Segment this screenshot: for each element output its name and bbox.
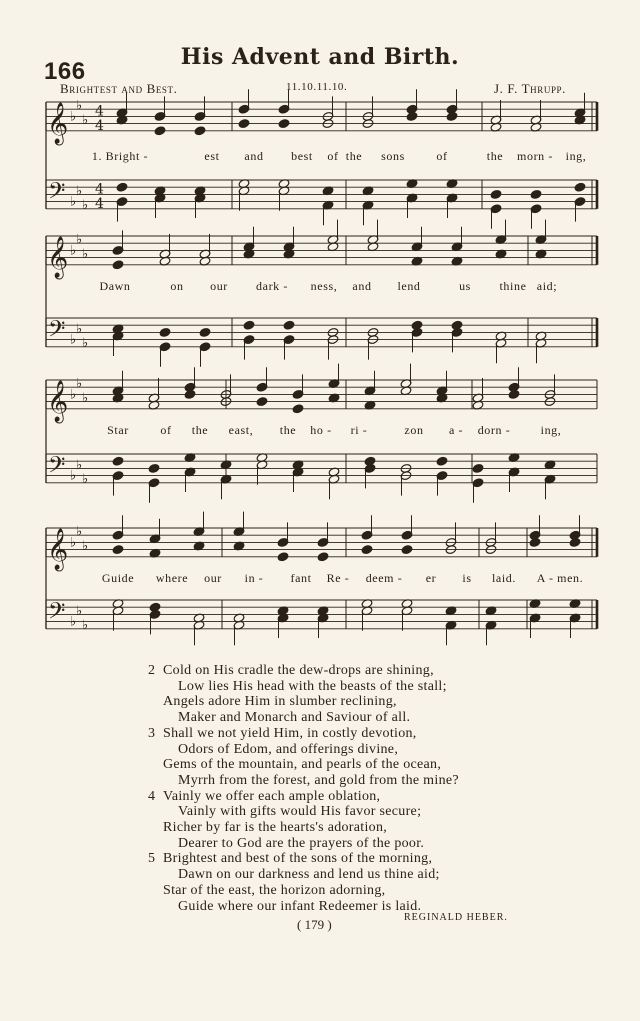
lyric-word: of [436,149,448,163]
lyric-word: ri - [350,423,368,437]
lyric-word: ing, [540,423,562,437]
note-head [199,327,211,337]
flat-sign: ♭ [82,247,89,262]
note-head [112,456,124,466]
lyric-word: a - [448,423,464,437]
meter: 11.10.11.10. [286,81,348,93]
note-head [278,119,290,129]
note-head [159,327,171,337]
lyric-line-3 [40,423,600,437]
flat-sign: ♭ [76,183,83,199]
flat-sign: ♭ [76,232,83,248]
lyric-line-1 [40,149,600,163]
note-head [490,189,502,199]
note-head [292,404,304,414]
verse-number: 2 [148,663,156,678]
flat-sign: ♭ [76,457,83,473]
verse-line: Star of the east, the horizon adorning, [163,882,386,898]
time-signature: 4 [95,181,104,198]
lyric-word: er [425,571,437,585]
time-signature: 4 [95,117,104,134]
note-head [508,389,520,399]
note-head [472,463,484,473]
note-head [446,111,458,121]
note-head [243,320,255,330]
lyric-word: the [191,423,209,437]
flat-sign: ♭ [70,614,77,630]
verse-number: 4 [148,788,156,804]
treble-clef: 𝄞 [47,236,69,278]
lyric-word: A - men. [536,571,584,585]
treble-clef: 𝄞 [47,380,69,422]
note-head [194,126,206,136]
note-head [569,537,581,547]
flat-sign: ♭ [76,524,83,540]
treble-clef: 𝄞 [47,102,69,144]
verse-line: Angels adore Him in slumber reclining, [163,694,397,710]
note-head [283,320,295,330]
note-head [406,111,418,121]
treble-clef: 𝄞 [47,528,69,570]
lyric-word: dorn - [477,423,511,437]
flat-sign: ♭ [70,243,77,259]
note-head [112,260,124,270]
time-signature: 4 [95,103,104,120]
note-head [574,182,586,192]
lyric-word: and [244,149,264,163]
flat-sign: ♭ [76,98,83,114]
note-head [154,126,166,136]
lyric-word: on [170,279,184,293]
lyric-word: the [486,149,504,163]
bass-clef: 𝄢 [48,316,66,348]
lyric-word: of [160,423,172,437]
flat-sign: ♭ [76,603,83,619]
note-head [277,552,289,562]
note-head [436,456,448,466]
hymn-title: His Advent and Birth. [180,44,460,70]
flat-sign: ♭ [70,468,77,484]
verse-line: Odors of Edom, and offerings divine, [178,741,399,757]
verse-line: Guide where our infant Redeemer is laid. [178,898,422,914]
lyric-word: zon [404,423,424,437]
verse-line: Vainly with gifts would His favor secure; [178,804,422,820]
note-head [148,463,160,473]
lyric-word: is [462,571,472,585]
bass-clef: 𝄢 [48,598,66,630]
lyric-word: ho - [310,423,332,437]
lyric-word: east, [228,423,254,437]
verse-line: Dawn on our darkness and lend us thine aid; [178,867,440,883]
note-head [184,389,196,399]
verse-line: Maker and Monarch and Saviour of all. [178,710,411,726]
author: REGINALD HEBER. [404,912,508,923]
lyric-word: the [279,423,297,437]
flat-sign: ♭ [82,618,89,634]
lyric-line-4 [40,571,600,585]
note-head [361,545,373,555]
lyric-word: deem - [365,571,403,585]
bass-clef: 𝄢 [48,452,66,484]
verse-line: Richer by far is the hearts's adoration, [163,820,388,835]
verse-line: Gems of the mountain, and pearls of the ocean, [163,757,442,773]
flat-sign: ♭ [82,198,89,214]
lyric-word: best [291,149,313,163]
lyric-word: of [327,149,339,163]
lyric-word: and [352,279,372,293]
hymn-number: 166 [44,58,86,85]
flat-sign: ♭ [70,109,77,125]
tune-name: Brightest and Best. [60,81,178,96]
verse-line: Vainly we offer each ample oblation, [163,788,381,804]
flat-sign: ♭ [70,535,77,551]
lyric-word: where [155,571,189,585]
flat-sign: ♭ [76,376,83,392]
lyric-word: Re - [326,571,350,585]
lyric-word: sons [381,149,405,163]
note-head [116,182,128,192]
note-head [112,545,124,555]
lyric-line-2 [40,279,600,293]
verse-line: Low lies His head with the beasts of the stall; [178,678,447,694]
flat-sign: ♭ [70,387,77,403]
flat-sign: ♭ [82,539,89,554]
flat-sign: ♭ [70,194,77,210]
note-head [530,189,542,199]
lyric-word: thine [499,279,527,293]
lyric-word: ing, [565,149,587,163]
lyric-word: laid. [492,571,516,585]
lyric-word: 1. Bright - [91,149,149,163]
verse-line: Dearer to God are the prayers of the poor. [178,835,425,851]
verse-line: Brightest and best of the sons of the morning, [163,851,433,867]
lyric-word: dark - [256,279,288,293]
lyric-word: in - [244,571,264,585]
note-head [317,552,329,562]
verse-line: Myrrh from the forest, and gold from the mine? [178,772,459,788]
lyric-word: fant [290,571,312,585]
lyric-word: the [345,149,363,163]
verse-number: 3 [148,725,156,741]
lyric-word: our [204,571,222,585]
lyric-word: Guide [101,571,135,585]
flat-sign: ♭ [82,113,89,128]
lyric-word: Star [107,423,129,437]
lyric-word: est [204,149,220,163]
lyric-word: our [210,279,228,293]
lyric-word: aid; [536,279,558,293]
lyric-word: us [459,279,471,293]
lyric-word: morn - [517,149,553,163]
composer: J. F. Thrupp. [494,81,567,96]
verse-number: 5 [148,851,156,867]
flat-sign: ♭ [82,472,89,488]
verse-line: Shall we not yield Him, in costly devotion, [163,725,417,741]
note-head [238,119,250,129]
lyric-word: lend [397,279,421,293]
note-head [401,545,413,555]
note-head [256,397,268,407]
verse-line: Cold on His cradle the dew-drops are shining, [163,663,434,678]
flat-sign: ♭ [82,336,89,352]
flat-sign: ♭ [82,391,89,406]
flat-sign: ♭ [70,332,77,348]
page-number: ( 179 ) [297,917,332,932]
bass-clef: 𝄢 [48,178,66,210]
time-signature: 4 [95,195,104,212]
note-head [529,537,541,547]
flat-sign: ♭ [76,321,83,337]
lyric-word: Dawn [99,279,131,293]
lyric-word: ness, [310,279,338,293]
